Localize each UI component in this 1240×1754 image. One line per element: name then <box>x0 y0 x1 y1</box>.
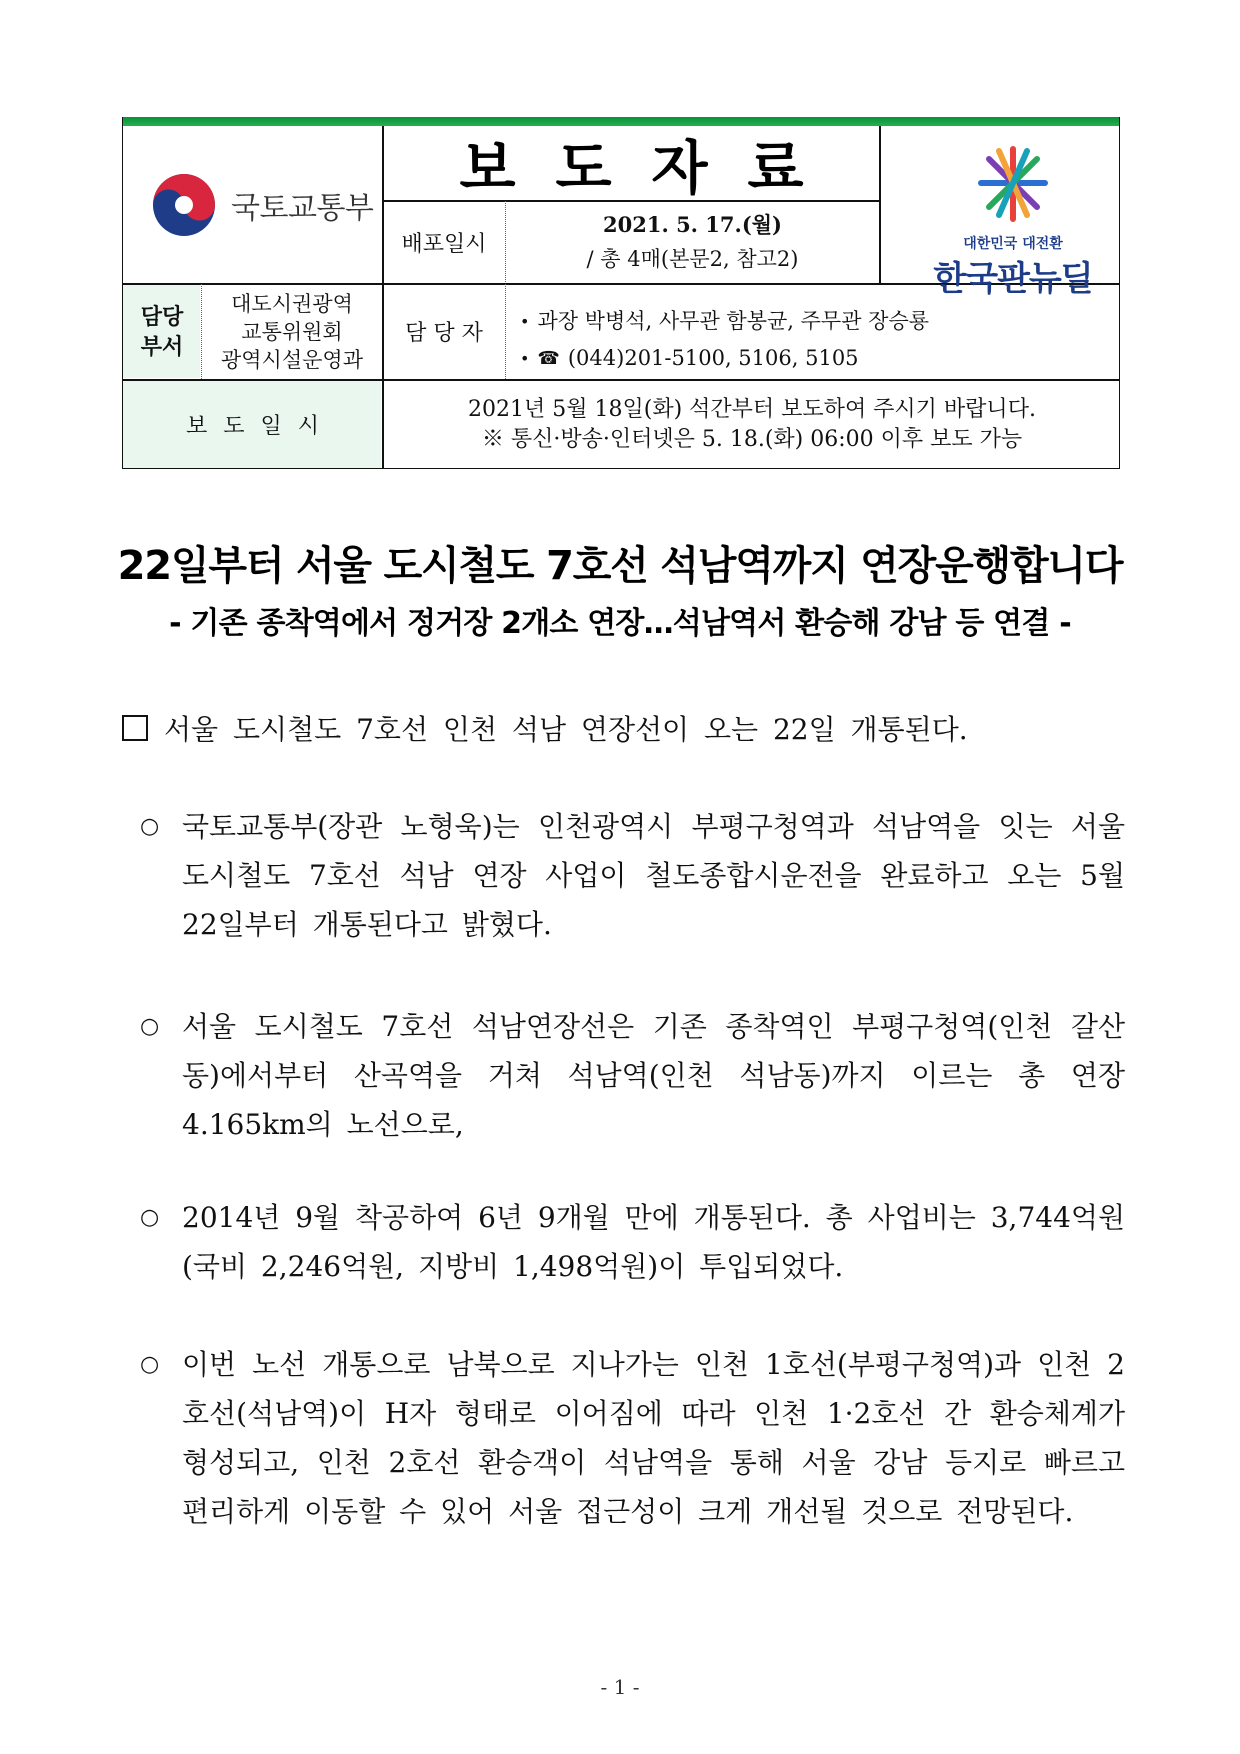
circle-bullet-icon: ○ <box>140 1014 160 1039</box>
contact-people-row <box>520 303 929 340</box>
dept-name-line: 교통위원회 <box>241 319 343 344</box>
dept-name <box>202 284 382 379</box>
taegeuk-emblem-icon <box>151 172 217 238</box>
ministry-name: 국토교통부 <box>231 191 374 226</box>
circle-bullet-icon: ○ <box>140 814 160 839</box>
headline: 22일부터 서울 도시철도 7호선 석남역까지 연장운행합니다 <box>117 543 1123 589</box>
paragraph-text: 서울 도시철도 7호선 석남연장선은 기존 종착역인 부평구청역(인천 갈산동)에서부터 산곡역을 거쳐 석남역(인천 석남동)까지 이르는 총 연장 4.165km의 노선으로, <box>182 1010 1125 1141</box>
korean-new-deal-logo <box>913 139 1113 409</box>
embargo-text: 2021년 5월 18일(화) 석간부터 보도하여 주시기 바랍니다. <box>468 396 1036 422</box>
divider <box>505 284 506 379</box>
dept-label <box>123 284 201 379</box>
subheadline: - 기존 종착역에서 정거장 2개소 연장…석남역서 환승해 강남 등 연결 - <box>169 606 1071 641</box>
dept-name-line: 광역시설운영과 <box>220 347 363 372</box>
title-cell <box>383 126 880 200</box>
page-count: / 총 4매(본문2, 참고2) <box>586 247 799 271</box>
bullet-icon: • <box>520 349 530 368</box>
paragraph-text: 2014년 9월 착공하여 6년 9개월 만에 개통된다. 총 사업비는 3,744억원(국비 2,246억원, 지방비 1,498억원)이 투입되었다. <box>182 1201 1125 1283</box>
contact-phone-row <box>520 340 929 377</box>
embargo-note: ※ 통신·방송·인터넷은 5. 18.(화) 06:00 이후 보도 가능 <box>481 426 1023 452</box>
new-deal-subtitle: 대한민국 대전환 <box>963 236 1063 252</box>
paragraph-text: 국토교통부(장관 노형욱)는 인천광역시 부평구청역과 석남역을 잇는 서울 도시철도 7호선 석남 연장 사업이 철도종합시운전을 완료하고 오는 5월 22일부터 개통된다고 밝혔다. <box>182 810 1125 941</box>
ministry-logo <box>151 172 373 238</box>
dept-label-line: 담당 <box>140 303 184 330</box>
press-release-title: 보도자료 <box>459 134 844 202</box>
square-bullet-icon <box>122 715 148 741</box>
lead-text: 서울 도시철도 7호선 인천 석남 연장선이 오는 22일 개통된다. <box>164 713 968 746</box>
contact-people: 과장 박병석, 사무관 함봉균, 주무관 장승룡 <box>537 309 930 333</box>
embargo-label-cell <box>123 380 382 469</box>
paragraph <box>140 1193 1125 1293</box>
page-number: - 1 - <box>600 1675 640 1699</box>
circle-bullet-icon: ○ <box>140 1205 160 1230</box>
paragraph <box>140 1002 1125 1152</box>
release-date-cell <box>506 201 879 283</box>
embargo-label: 보도일시 <box>185 414 335 439</box>
paragraph <box>140 802 1125 952</box>
contact-label: 담 당 자 <box>405 321 483 346</box>
new-deal-title: 한국판뉴딜 <box>933 259 1093 299</box>
contact-info <box>520 303 929 377</box>
paragraph-text: 이번 노선 개통으로 남북으로 지나가는 인천 1호선(부평구청역)과 인천 2호선(석남역)이 H자 형태로 이어짐에 따라 인천 1·2호선 간 환승체계가 형성되고, 인천 2호선 환승객이 석남역을 통해 서울 강남 등지로 빠르고 편리하게 이동할 수 있어 서울 접근성이 크게 개선될 것으로 전망된다. <box>182 1348 1125 1528</box>
lead-item <box>122 708 968 748</box>
phone-icon: ☎ <box>537 348 560 369</box>
new-deal-star-icon <box>913 139 1113 229</box>
release-date-label: 배포일시 <box>401 231 487 257</box>
embargo-cell <box>383 380 1121 469</box>
dept-label-line: 부서 <box>140 333 184 360</box>
paragraph <box>140 1340 1125 1590</box>
release-date: 2021. 5. 17.(월) <box>603 212 782 237</box>
circle-bullet-icon: ○ <box>140 1352 160 1377</box>
dept-name-line: 대도시권광역 <box>231 291 353 316</box>
press-release-header <box>122 117 1120 469</box>
bullet-icon: • <box>520 312 530 331</box>
contact-phone: (044)201-5100, 5106, 5105 <box>567 346 859 370</box>
